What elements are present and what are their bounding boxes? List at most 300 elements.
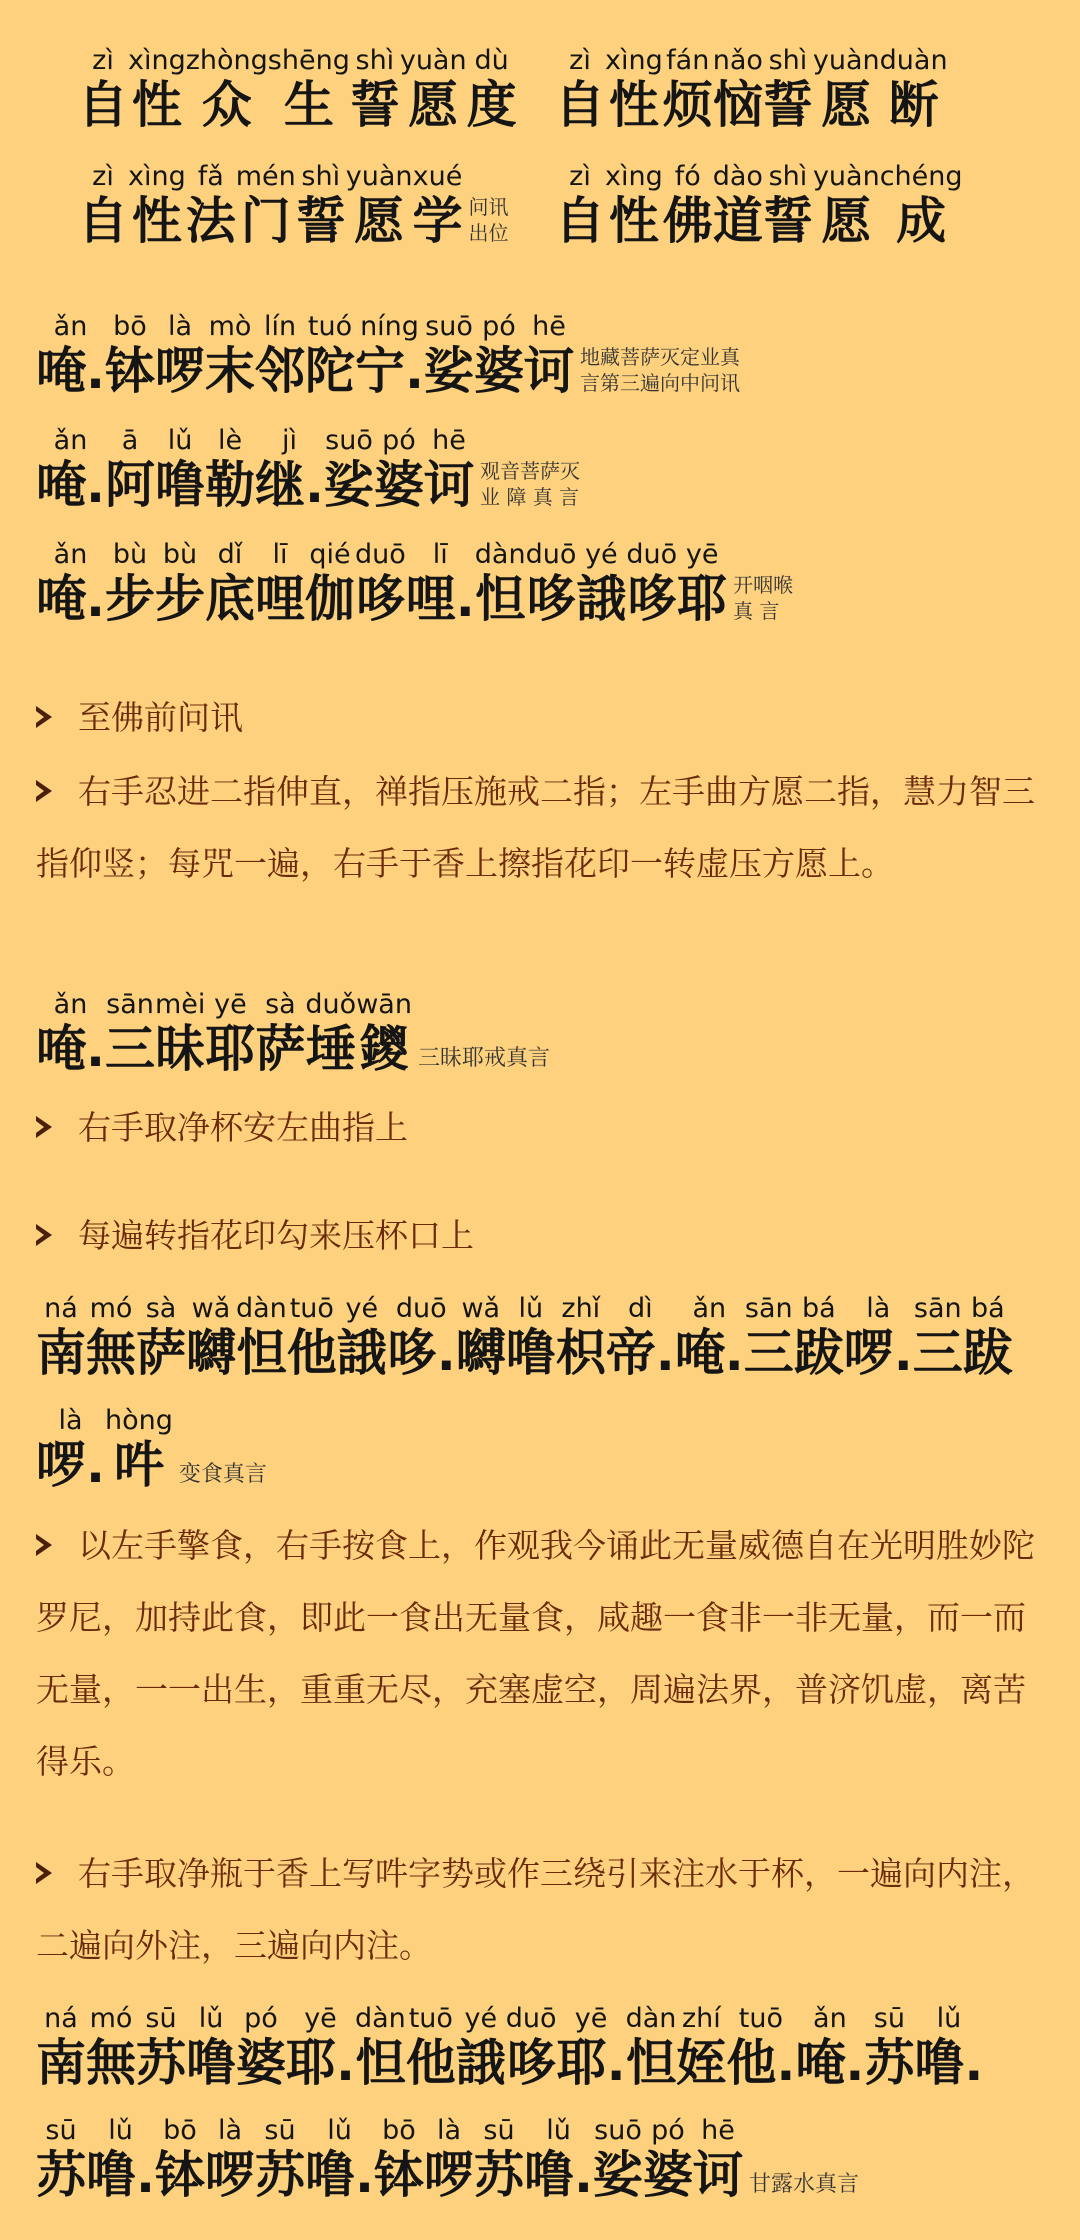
pinyin: lǔ — [518, 1293, 544, 1324]
verse-row — [555, 162, 963, 250]
syllable — [36, 2004, 86, 2092]
pinyin: ná — [44, 2003, 78, 2034]
hanzi: 噜 — [186, 2034, 236, 2092]
hanzi: 步 — [105, 570, 155, 628]
verse-row — [36, 2004, 983, 2092]
hanzi: 自 — [555, 192, 605, 250]
pinyin: lǔ — [108, 2115, 133, 2146]
mantra-note: 甘露水真言 — [749, 2172, 860, 2197]
pinyin: fán — [666, 45, 710, 76]
syllable — [424, 2116, 474, 2204]
hanzi: 法 — [185, 192, 236, 250]
pinyin: yē — [685, 539, 719, 570]
verse-vow-2 — [555, 46, 948, 134]
hanzi: 宁. — [355, 342, 424, 400]
hanzi: 唵. — [795, 2034, 865, 2092]
pinyin: dì — [627, 1293, 653, 1324]
syllable — [255, 312, 305, 400]
hanzi: 娑 — [324, 456, 374, 514]
verse-row — [36, 1294, 1013, 1382]
hanzi: 婆 — [643, 2146, 693, 2204]
syllable — [355, 540, 406, 628]
pinyin: fǎ — [197, 161, 224, 192]
hanzi: 生 — [283, 76, 334, 134]
verse-vow-4 — [555, 162, 963, 250]
syllable — [36, 426, 105, 514]
syllable — [880, 162, 963, 250]
hanzi: 耶 — [205, 1020, 256, 1078]
syllable — [524, 312, 574, 400]
hanzi: 众 — [201, 76, 252, 134]
pinyin: sà — [145, 1293, 177, 1324]
hanzi: 愿 — [354, 192, 405, 250]
hanzi: 婆 — [474, 342, 524, 400]
syllable — [305, 2116, 374, 2204]
hanzi: 南 — [36, 1324, 86, 1382]
pinyin: suō — [325, 425, 373, 456]
pinyin: ǎn — [813, 2003, 847, 2034]
hanzi: 誐 — [336, 1324, 387, 1382]
mantra-note: 观音菩萨灭 业 障 真 言 — [480, 459, 580, 509]
verse-mantra-nectar-2 — [36, 2116, 859, 2204]
syllable — [663, 162, 713, 250]
syllable — [255, 540, 305, 628]
hanzi: 嚩 — [186, 1324, 236, 1382]
syllable — [555, 46, 605, 134]
syllable — [186, 162, 236, 250]
pinyin: bō — [113, 311, 147, 342]
syllable — [136, 1294, 186, 1382]
pinyin: sū — [483, 2115, 515, 2146]
arrow-bullet-icon — [36, 706, 52, 728]
syllable — [677, 540, 727, 628]
hanzi: 苏 — [864, 2034, 915, 2092]
pinyin: pó — [244, 2003, 278, 2034]
hanzi: 自 — [78, 76, 128, 134]
syllable — [86, 2004, 136, 2092]
hanzi: 嚩 — [455, 1324, 506, 1382]
syllable — [36, 2116, 86, 2204]
hanzi: 昧 — [155, 1020, 206, 1078]
instruction-1: 至佛前问讯 — [36, 682, 1046, 754]
pinyin: pó — [382, 425, 416, 456]
syllable — [406, 540, 475, 628]
pinyin: xìng — [128, 161, 186, 192]
hanzi: 诃 — [693, 2146, 743, 2204]
hanzi: 性 — [608, 192, 659, 250]
hanzi: 诃 — [524, 342, 574, 400]
hanzi: 噜. — [86, 2146, 155, 2204]
hanzi: 啰 — [424, 2146, 474, 2204]
syllable — [424, 426, 474, 514]
verse-row — [78, 46, 517, 134]
hanzi: 继. — [255, 456, 324, 514]
hanzi: 噜. — [914, 2034, 984, 2092]
pinyin: là — [167, 311, 193, 342]
syllable — [474, 2116, 524, 2204]
hanzi: 啰. — [36, 1436, 105, 1494]
hanzi: 哆 — [626, 570, 677, 628]
pinyin: duō — [505, 2003, 557, 2034]
pinyin: qié — [309, 539, 351, 570]
syllable — [387, 1294, 456, 1382]
pinyin: zhǐ — [561, 1293, 601, 1324]
verse-row — [555, 46, 948, 134]
hanzi: 三 — [743, 1324, 794, 1382]
pinyin: tuō — [408, 2003, 453, 2034]
hanzi: 性 — [608, 76, 659, 134]
hanzi: 怛 — [625, 2034, 676, 2092]
pinyin: chéng — [879, 161, 963, 192]
pinyin: fó — [674, 161, 701, 192]
hanzi: 唵. — [674, 1324, 744, 1382]
verse-row — [36, 540, 793, 628]
hanzi: 苏 — [136, 2034, 186, 2092]
syllable — [813, 46, 880, 134]
syllable — [474, 312, 524, 400]
hanzi: 耶. — [556, 2034, 626, 2092]
pinyin: lǔ — [936, 2003, 962, 2034]
pinyin: tuō — [738, 2003, 783, 2034]
hanzi: 吽 — [113, 1436, 164, 1494]
pinyin: duǒ — [305, 989, 357, 1020]
syllable — [605, 46, 663, 134]
pinyin: mén — [235, 161, 296, 192]
syllable — [36, 1406, 105, 1494]
pinyin: sū — [873, 2003, 905, 2034]
syllable — [105, 540, 155, 628]
pinyin: bá — [801, 1293, 836, 1324]
mantra-note: 问讯 出位 — [468, 195, 509, 245]
hanzi: 姪 — [676, 2034, 727, 2092]
pinyin: yé — [345, 1293, 379, 1324]
pinyin: mó — [89, 2003, 133, 2034]
syllable — [606, 1294, 675, 1382]
hanzi: 娑 — [593, 2146, 643, 2204]
hanzi: 萨 — [136, 1324, 186, 1382]
pinyin: lī — [272, 539, 288, 570]
syllable — [526, 540, 577, 628]
hanzi: 誓 — [295, 192, 346, 250]
syllable — [337, 1294, 387, 1382]
hanzi: 哆 — [506, 2034, 557, 2092]
syllable — [663, 46, 713, 134]
syllable — [524, 2116, 593, 2204]
hanzi: 邻 — [255, 342, 305, 400]
pinyin: zì — [92, 161, 114, 192]
pinyin: là — [436, 2115, 462, 2146]
hanzi: 陀 — [305, 342, 355, 400]
mantra-note: 开咽喉 真 言 — [733, 573, 794, 623]
syllable — [794, 1294, 844, 1382]
syllable — [205, 2116, 255, 2204]
arrow-bullet-icon — [36, 1862, 52, 1884]
pinyin: duō — [525, 539, 577, 570]
hanzi: 恼 — [712, 76, 763, 134]
hanzi: 噜 — [155, 456, 205, 514]
verse-mantra-samaya — [36, 990, 550, 1078]
pinyin: lǔ — [198, 2003, 224, 2034]
syllable — [626, 2004, 677, 2092]
hanzi: 啰 — [205, 2146, 255, 2204]
syllable — [555, 162, 605, 250]
pinyin: zhí — [681, 2003, 721, 2034]
pinyin: dàn — [355, 2003, 406, 2034]
pinyin: pó — [482, 311, 516, 342]
syllable — [475, 540, 526, 628]
pinyin: zì — [569, 45, 591, 76]
pinyin: wān — [356, 989, 412, 1020]
syllable — [78, 162, 128, 250]
syllable — [406, 2004, 456, 2092]
verse-mantra-guanyin — [36, 426, 580, 514]
hanzi: 埵 — [305, 1020, 356, 1078]
hanzi: 哆. — [386, 1324, 456, 1382]
pinyin: lǔ — [546, 2115, 571, 2146]
pinyin: sān — [913, 1293, 962, 1324]
syllable — [324, 426, 374, 514]
hanzi: 他 — [405, 2034, 456, 2092]
hanzi: 耶. — [286, 2034, 355, 2092]
pinyin: suō — [594, 2115, 642, 2146]
syllable — [424, 312, 474, 400]
instruction-6: 右手取净瓶于香上写吽字势或作三绕引来注水于杯，一遍向内注，二遍向外注，三遍向内注。 — [36, 1854, 1035, 1965]
verse-row — [36, 312, 740, 400]
hanzi: 勒 — [205, 456, 255, 514]
instruction-5: 以左手擎食，右手按食上，作观我今诵此无量威德自在光明胜妙陀罗尼，加持此食，即此一食出无量食，咸趣一食非一非无量，而一而无量，一一出生，重重无尽，充塞虚空，周遍法界，普济饥虚，离苦得乐。 — [36, 1526, 1035, 1781]
verse-row — [78, 162, 509, 250]
syllable — [963, 1294, 1013, 1382]
verse-row — [36, 2116, 859, 2204]
arrow-bullet-icon — [36, 1116, 52, 1138]
hanzi: 三 — [912, 1324, 963, 1382]
syllable — [374, 426, 424, 514]
arrow-bullet-icon — [36, 1224, 52, 1246]
syllable — [346, 162, 413, 250]
pinyin: wǎ — [191, 1293, 231, 1324]
syllable — [456, 1294, 506, 1382]
syllable — [744, 1294, 794, 1382]
pinyin: tuō — [289, 1293, 334, 1324]
pinyin: shì — [355, 45, 395, 76]
pinyin: yē — [214, 989, 247, 1020]
syllable — [305, 540, 355, 628]
pinyin: yē — [574, 2003, 608, 2034]
syllable — [205, 312, 255, 400]
pinyin: mèi — [155, 989, 206, 1020]
instruction-4: 每遍转指花印勾来压杯口上 — [36, 1200, 1046, 1272]
syllable — [593, 2116, 643, 2204]
hanzi: 愿 — [821, 192, 872, 250]
hanzi: 成 — [896, 192, 947, 250]
syllable — [556, 1294, 606, 1382]
pinyin: lè — [217, 425, 243, 456]
hanzi: 無 — [86, 1324, 136, 1382]
syllable — [86, 2116, 155, 2204]
hanzi: 婆 — [236, 2034, 286, 2092]
pinyin: sà — [265, 989, 296, 1020]
pinyin: hē — [532, 311, 566, 342]
hanzi: 度 — [466, 76, 517, 134]
pinyin: bù — [112, 539, 148, 570]
verse-mantra-dizang — [36, 312, 740, 400]
syllable — [236, 2004, 286, 2092]
syllable — [355, 2004, 406, 2092]
syllable — [155, 426, 205, 514]
hanzi: 噜. — [305, 2146, 374, 2204]
pinyin: tuó — [307, 311, 353, 342]
pinyin: xìng — [605, 161, 663, 192]
hanzi: 他. — [726, 2034, 796, 2092]
pinyin: sū — [145, 2003, 177, 2034]
pinyin: duō — [355, 539, 406, 570]
syllable — [36, 312, 105, 400]
syllable — [36, 990, 105, 1078]
arrow-bullet-icon — [36, 1534, 52, 1556]
syllable — [236, 162, 296, 250]
pinyin: yé — [585, 539, 618, 570]
syllable — [576, 540, 626, 628]
hanzi: 誓 — [762, 76, 813, 134]
syllable — [36, 540, 105, 628]
hanzi: 愿 — [821, 76, 872, 134]
hanzi: 钵 — [105, 342, 155, 400]
pinyin: shì — [768, 45, 808, 76]
pinyin: là — [866, 1293, 891, 1324]
syllable — [626, 540, 677, 628]
hanzi: 誐 — [576, 570, 627, 628]
syllable — [693, 2116, 743, 2204]
hanzi: 钵 — [374, 2146, 424, 2204]
pinyin: duō — [395, 1293, 447, 1324]
instruction-2: 右手忍进二指伸直，禅指压施戒二指；左手曲方愿二指，慧力智三指仰竖；每咒一遍，右手于香上擦指花印一转虚压方愿上。 — [36, 772, 1035, 883]
syllable — [864, 2004, 914, 2092]
pinyin: nǎo — [712, 45, 763, 76]
pinyin: yuàn — [812, 161, 880, 192]
verse-mantra-nectar-1 — [36, 2004, 983, 2092]
hanzi: 唵. — [36, 1020, 105, 1078]
verse-vow-1 — [78, 46, 517, 134]
pinyin: hē — [432, 425, 466, 456]
arrow-bullet-icon — [36, 780, 52, 802]
pinyin: là — [58, 1405, 83, 1436]
hanzi: 伽 — [305, 570, 355, 628]
syllable — [675, 1294, 744, 1382]
syllable — [128, 46, 186, 134]
pinyin: xìng — [605, 45, 663, 76]
hanzi: 性 — [131, 192, 182, 250]
syllable — [155, 312, 205, 400]
hanzi: 唵. — [36, 456, 105, 514]
pinyin: pó — [651, 2115, 685, 2146]
pinyin: sān — [106, 989, 154, 1020]
syllable — [255, 990, 305, 1078]
syllable — [105, 312, 155, 400]
hanzi: 苏 — [474, 2146, 524, 2204]
syllable — [413, 162, 463, 250]
hanzi: 苏 — [36, 2146, 86, 2204]
hanzi: 娑 — [424, 342, 474, 400]
hanzi: 啰 — [155, 342, 205, 400]
hanzi: 萨 — [255, 1020, 306, 1078]
pinyin: dàn — [625, 2003, 677, 2034]
syllable — [506, 1294, 556, 1382]
hanzi: 底 — [205, 570, 255, 628]
hanzi: 無 — [86, 2034, 136, 2092]
pinyin: bō — [382, 2115, 416, 2146]
syllable — [844, 1294, 913, 1382]
syllable — [255, 426, 324, 514]
pinyin: suō — [425, 311, 473, 342]
pinyin: hē — [701, 2115, 735, 2146]
hanzi: 誓 — [762, 192, 813, 250]
syllable — [155, 990, 205, 1078]
syllable — [914, 2004, 983, 2092]
pinyin: wǎ — [461, 1293, 501, 1324]
hanzi: 苏 — [255, 2146, 305, 2204]
pinyin: duō — [626, 539, 678, 570]
syllable — [763, 46, 813, 134]
hanzi: 门 — [240, 192, 291, 250]
pinyin: bù — [162, 539, 198, 570]
syllable — [356, 990, 412, 1078]
hanzi: 跋 — [962, 1324, 1013, 1382]
verse-row — [36, 1406, 267, 1494]
hanzi: 怛 — [236, 1324, 287, 1382]
pinyin: lǔ — [327, 2115, 352, 2146]
pinyin: níng — [360, 311, 419, 342]
pinyin: hòng — [105, 1405, 173, 1436]
hanzi: 哆 — [525, 570, 576, 628]
pinyin: bō — [163, 2115, 197, 2146]
pinyin: xìng — [128, 45, 186, 76]
pinyin: dǐ — [217, 539, 243, 570]
syllable — [287, 1294, 337, 1382]
syllable — [155, 540, 205, 628]
pinyin: ǎn — [692, 1293, 727, 1324]
pinyin: zhòng — [185, 45, 268, 76]
pinyin: bá — [970, 1293, 1005, 1324]
verse-mantra-food-1 — [36, 1294, 1013, 1382]
pinyin: zì — [92, 45, 114, 76]
hanzi: 誐 — [455, 2034, 506, 2092]
hanzi: 末 — [205, 342, 255, 400]
pinyin: mò — [208, 311, 252, 342]
mantra-note: 地藏菩萨灭定业真 言第三遍向中问讯 — [580, 345, 740, 395]
hanzi: 噜. — [524, 2146, 593, 2204]
hanzi: 阿 — [105, 456, 155, 514]
syllable — [305, 990, 356, 1078]
pinyin: duàn — [879, 45, 948, 76]
syllable — [105, 1406, 173, 1494]
pinyin: mó — [89, 1293, 133, 1324]
pinyin: dàn — [236, 1293, 287, 1324]
syllable — [355, 312, 424, 400]
syllable — [305, 312, 355, 400]
syllable — [205, 990, 255, 1078]
hanzi: 唵. — [36, 570, 105, 628]
hanzi: 南 — [36, 2034, 86, 2092]
syllable — [605, 162, 663, 250]
syllable — [186, 2004, 236, 2092]
pinyin: sū — [264, 2115, 296, 2146]
pinyin: yuàn — [345, 161, 413, 192]
pinyin: xué — [412, 161, 463, 192]
syllable — [268, 46, 350, 134]
syllable — [105, 426, 155, 514]
hanzi: 佛 — [662, 192, 713, 250]
syllable — [155, 2116, 205, 2204]
